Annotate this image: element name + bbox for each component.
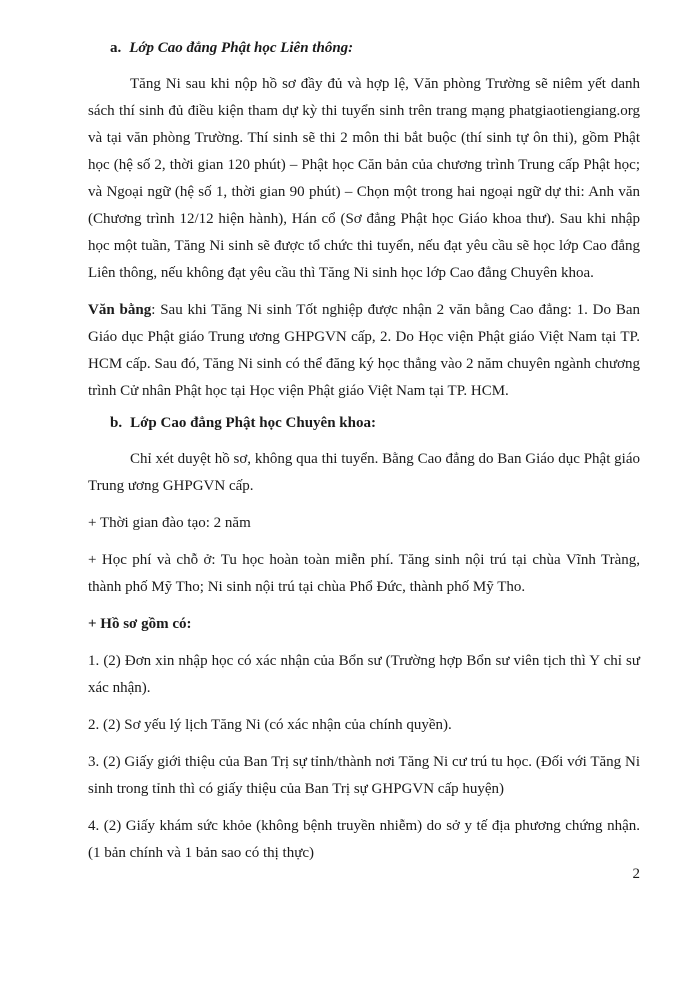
van-bang-text: : Sau khi Tăng Ni sinh Tốt nghiệp được nhận 2 văn bằng Cao đẳng: 1. Do Ban Giáo dục Phật giáo Trung ương GHPGVN cấp, 2. Do Học viện Phật giáo Việt Nam tại TP. HCM cấp. Sau đó, Tăng Ni sinh có thể đăng ký học thẳng vào 2 năm chuyên ngành chương trình Cử nhân Phật học tại Học viện Phật giáo Việt Nam tại TP. HCM. [88, 302, 641, 399]
section-a-letter: a. [110, 40, 122, 56]
section-b-title: Lớp Cao đẳng Phật học Chuyên khoa: [130, 415, 376, 431]
documents-label: + Hồ sơ gồm có: [88, 616, 192, 632]
document-item-1: 1. (2) Đơn xin nhập học có xác nhận của Bổn sư (Trường hợp Bổn sư viên tịch thì Y chỉ sư xác nhận). [88, 653, 640, 696]
section-b-letter: b. [110, 415, 123, 431]
section-b-heading [88, 415, 640, 432]
document-item-2: 2. (2) Sơ yếu lý lịch Tăng Ni (có xác nhận của chính quyền). [88, 717, 452, 733]
section-b-paragraph: Chỉ xét duyệt hồ sơ, không qua thi tuyển. Bằng Cao đẳng do Ban Giáo dục Phật giáo Trung ương GHPGVN cấp. [88, 451, 640, 494]
training-time: + Thời gian đào tạo: 2 năm [88, 515, 251, 531]
page-number: 2 [632, 866, 640, 882]
section-a-title: Lớp Cao đẳng Phật học Liên thông: [129, 40, 354, 56]
document-item-4: 4. (2) Giấy khám sức khỏe (không bệnh truyền nhiễm) do sở y tế địa phương chứng nhận. (1 bản chính và 1 bản sao có thị thực) [88, 818, 640, 861]
section-a-paragraph: Tăng Ni sau khi nộp hồ sơ đầy đủ và hợp lệ, Văn phòng Trường sẽ niêm yết danh sách thí sinh đủ điều kiện tham dự kỳ thi tuyển sinh trên trang mạng phatgiaotiengiang.org và tại văn phòng Trường. Thí sinh sẽ thi 2 môn thi bắt buộc (thí sinh tự ôn thi), gồm Phật học (hệ số 2, thời gian 120 phút) – Phật học Căn bản của chương trình Trung cấp Phật học; và Ngoại ngữ (hệ số 1, thời gian 90 phút) – Chọn một trong hai ngoại ngữ dự thi: Anh văn (Chương trình 12/12 hiện hành), Hán cổ (Sơ đẳng Phật học Giáo khoa thư). Sau khi nhập học một tuần, Tăng Ni sinh sẽ được tổ chức thi tuyển, nếu đạt yêu cầu sẽ học lớp Cao đẳng Liên thông, nếu không đạt yêu cầu thì Tăng Ni sinh học lớp Cao đẳng Chuyên khoa. [88, 76, 640, 281]
document-item-3: 3. (2) Giấy giới thiệu của Ban Trị sự tỉnh/thành nơi Tăng Ni cư trú tu học. (Đối với Tăng Ni sinh trong tỉnh thì có giấy thiệu của Ban Trị sự GHPGVN cấp huyện) [88, 754, 640, 797]
van-bang-label: Văn bằng [88, 302, 152, 318]
van-bang-paragraph [88, 297, 640, 405]
section-a-heading [88, 40, 640, 57]
tuition-info: + Học phí và chỗ ở: Tu học hoàn toàn miễn phí. Tăng sinh nội trú tại chùa Vĩnh Tràng, thành phố Mỹ Tho; Ni sinh nội trú tại chùa Phổ Đức, thành phố Mỹ Tho. [88, 552, 640, 595]
